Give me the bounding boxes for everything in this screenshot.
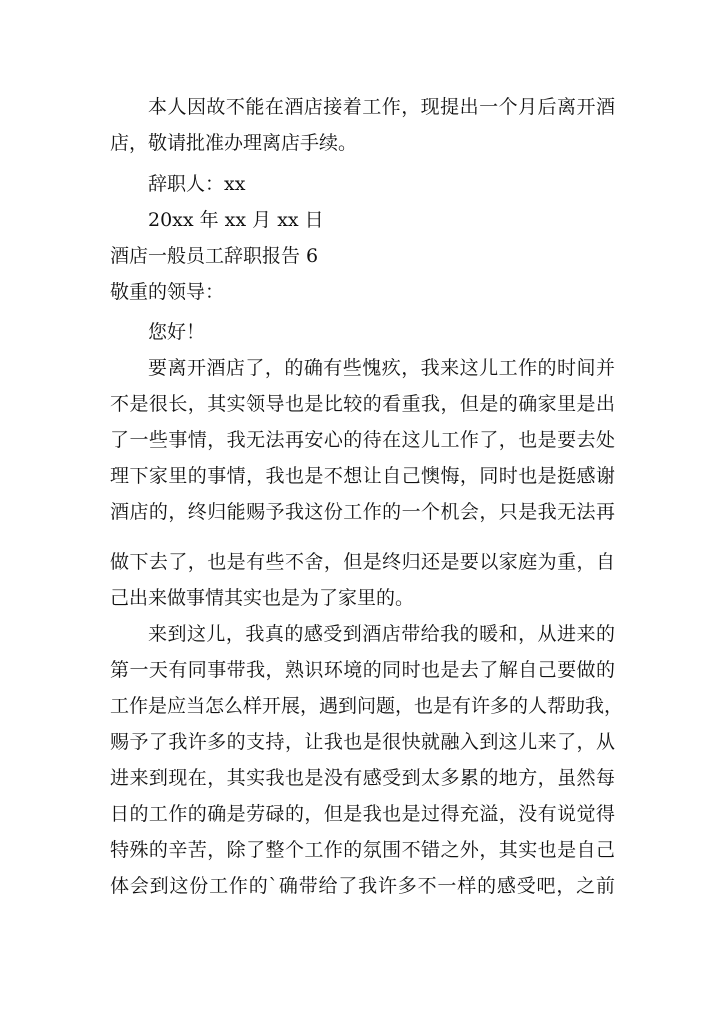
paragraph-line: 不是很长，其实领导也是比较的看重我，但是的确家里是出 [110,393,615,415]
signature-label: 辞职人：xx [148,173,246,195]
paragraph-line: 理下家里的事情，我也是不想让自己懊悔，同时也是挺感谢 [110,465,615,487]
paragraph-line: 要离开酒店了，的确有些愧疚，我来这儿工作的时间并 [148,357,615,379]
greeting: 您好！ [148,321,206,343]
date-line: 20xx 年 xx 月 xx 日 [148,209,324,231]
paragraph-line: 工作是应当怎么样开展，遇到问题，也是有许多的人帮助我， [110,695,624,717]
paragraph-line: 特殊的辛苦，除了整个工作的氛围不错之外，其实也是自己 [110,839,615,861]
paragraph-line: 本人因故不能在酒店接着工作，现提出一个月后离开酒 [148,96,615,118]
salutation: 敬重的领导： [110,281,225,303]
paragraph-line: 日的工作的确是劳碌的，但是我也是过得充溢，没有说觉得 [110,803,615,825]
paragraph-line: 体会到这份工作的`确带给了我许多不一样的感受吧，之前 [110,875,615,897]
section-title: 酒店一般员工辞职报告 6 [110,245,319,267]
paragraph-line: 酒店的，终归能赐予我这份工作的一个机会，只是我无法再 [110,501,615,523]
paragraph-line: 进来到现在，其实我也是没有感受到太多累的地方，虽然每 [110,767,615,789]
paragraph-line: 己出来做事情其实也是为了家里的。 [110,587,415,609]
paragraph-line: 店，敬请批准办理离店手续。 [110,132,358,154]
paragraph-line: 做下去了，也是有些不舍，但是终归还是要以家庭为重，自 [110,551,615,573]
paragraph-line: 赐予了我许多的支持，让我也是很快就融入到这儿来了，从 [110,731,615,753]
paragraph-line: 来到这儿，我真的感受到酒店带给我的暖和，从进来的 [148,623,615,645]
paragraph-line: 第一天有同事带我，熟识环境的同时也是去了解自己要做的 [110,659,615,681]
paragraph-line: 了一些事情，我无法再安心的待在这儿工作了，也是要去处 [110,429,615,451]
